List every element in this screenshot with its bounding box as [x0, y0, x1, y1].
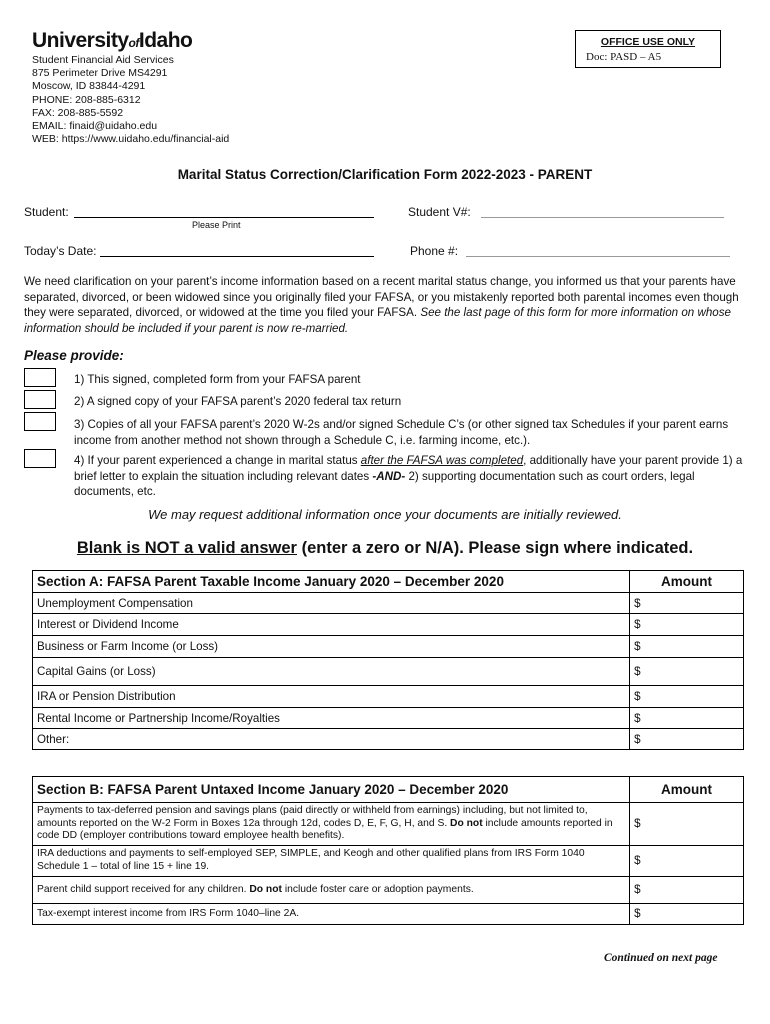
continued-note: Continued on next page: [604, 952, 718, 964]
form-title: Marital Status Correction/Clarification Form 2022-2023 - PARENT: [177, 167, 593, 182]
item4-and: -AND-: [372, 469, 406, 483]
table-row: Interest or Dividend Income $: [33, 614, 744, 636]
office-use-title: OFFICE USE ONLY: [600, 36, 696, 48]
please-print-hint: Please Print: [192, 220, 241, 230]
checkbox-item-2[interactable]: [24, 390, 56, 409]
table-row: Payments to tax-deferred pension and savings plans (paid directly or withheld from earnings) including, but not limited to, amounts reported on the W-2 Form in Boxes 12a through 12d, codes D, E, F, G, H, and S. Do not include amounts reported in code DD (employer contributions toward employee health benefits). $: [33, 803, 744, 846]
table-row: IRA or Pension Distribution $: [33, 686, 744, 708]
section-a-title: Section A: FAFSA Parent Taxable Income January 2020 – December 2020: [33, 571, 630, 593]
student-name-field[interactable]: [74, 217, 374, 218]
phone-field[interactable]: [466, 256, 730, 257]
please-provide-heading: Please provide:: [24, 348, 124, 363]
amount-field[interactable]: $: [630, 614, 744, 636]
table-row: IRA deductions and payments to self-employed SEP, SIMPLE, and Keogh and other qualified plans from IRS Form 1040 Schedule 1 – total of line 15 + line 19. $: [33, 846, 744, 877]
amount-field[interactable]: $: [630, 877, 744, 904]
list-item: 3) Copies of all your FAFSA parent’s 2020 W-2s and/or signed Schedule C’s (or other signed tax Schedules if your parent earns income from another method not shown through a Schedule C, i.e. farming income, etc.).: [74, 418, 729, 447]
table-row: Capital Gains (or Loss) $: [33, 658, 744, 686]
table-row: Other: $: [33, 729, 744, 750]
amount-field[interactable]: $: [630, 593, 744, 614]
phone-label: Phone #:: [410, 244, 459, 258]
checkbox-item-4[interactable]: [24, 449, 56, 468]
amount-field[interactable]: $: [630, 904, 744, 925]
address-line: 875 Perimeter Drive MS4291: [32, 67, 168, 80]
address-line: Student Financial Aid Services: [32, 54, 174, 66]
list-item: 1) This signed, completed form from your FAFSA parent: [74, 373, 361, 386]
table-row: Rental Income or Partnership Income/Royalties $: [33, 708, 744, 729]
address-line: WEB: https://www.uidaho.edu/financial-aid: [32, 133, 230, 146]
blank-notice: Blank is NOT a valid answer (enter a zero or N/A). Please sign where indicated.: [76, 539, 694, 557]
table-row: Parent child support received for any children. Do not include foster care or adoption payments. $: [33, 877, 744, 904]
todays-date-field[interactable]: [100, 256, 374, 257]
list-item: 4) If your parent experienced a change in marital status after the FAFSA was completed, additionally have your parent provide 1) a brief letter to explain the situation including relevant dates -AND- 2) supporting documentation such as court orders, legal documents, etc.: [74, 454, 743, 498]
checkbox-item-1[interactable]: [24, 368, 56, 387]
amount-field[interactable]: $: [630, 658, 744, 686]
office-use-doc: Doc: PASD – A5: [586, 51, 662, 63]
table-row: Tax-exempt interest income from IRS Form 1040–line 2A. $: [33, 904, 744, 925]
list-item: 2) A signed copy of your FAFSA parent’s 2020 federal tax return: [74, 395, 402, 408]
table-row: Unemployment Compensation $: [33, 593, 744, 614]
office-address: [32, 54, 229, 146]
office-use-box: [575, 30, 721, 68]
todays-date-label: Today’s Date:: [24, 244, 97, 258]
section-a-table: [32, 570, 744, 750]
amount-field[interactable]: $: [630, 636, 744, 658]
checkbox-item-3[interactable]: [24, 412, 56, 431]
student-v-label: Student V#:: [408, 205, 471, 219]
intro-paragraph: We need clarification on your parent’s income information based on a recent marital status change, you informed us that your parents have separated, divorced, or been widowed since you originally filed your FAFSA, or you mistakenly reported both parental incomes even though they were separated, divorced, or widowed at the time you filed your FAFSA. See the last page of this form for more information on whose information should be included if your parent is now re-married.: [24, 275, 739, 335]
address-line: FAX: 208-885-5592: [32, 106, 124, 119]
student-label: Student:: [24, 205, 69, 219]
may-request-note: We may request additional information once your documents are initially reviewed.: [148, 507, 622, 522]
address-line: PHONE: 208-885-6312: [32, 93, 141, 106]
section-b-title: Section B: FAFSA Parent Untaxed Income January 2020 – December 2020: [33, 777, 630, 803]
table-row: Business or Farm Income (or Loss) $: [33, 636, 744, 658]
university-logo: UniversityofIdaho: [32, 29, 193, 52]
student-v-field[interactable]: [481, 217, 724, 218]
amount-field[interactable]: $: [630, 708, 744, 729]
section-a-amount-header: Amount: [630, 571, 744, 593]
item4-underlined: after the FAFSA was completed: [360, 454, 524, 467]
section-b-amount-header: Amount: [630, 777, 744, 803]
amount-field[interactable]: $: [630, 846, 744, 877]
amount-field[interactable]: $: [630, 803, 744, 846]
amount-field[interactable]: $: [630, 729, 744, 750]
address-line: EMAIL: finaid@uidaho.edu: [32, 120, 158, 133]
amount-field[interactable]: $: [630, 686, 744, 708]
address-line: Moscow, ID 83844-4291: [32, 80, 146, 93]
section-b-table: [32, 776, 744, 925]
intro-italic-note: See the last page of this form for more information on whose information should be included if your parent is now re-married.: [24, 306, 731, 335]
